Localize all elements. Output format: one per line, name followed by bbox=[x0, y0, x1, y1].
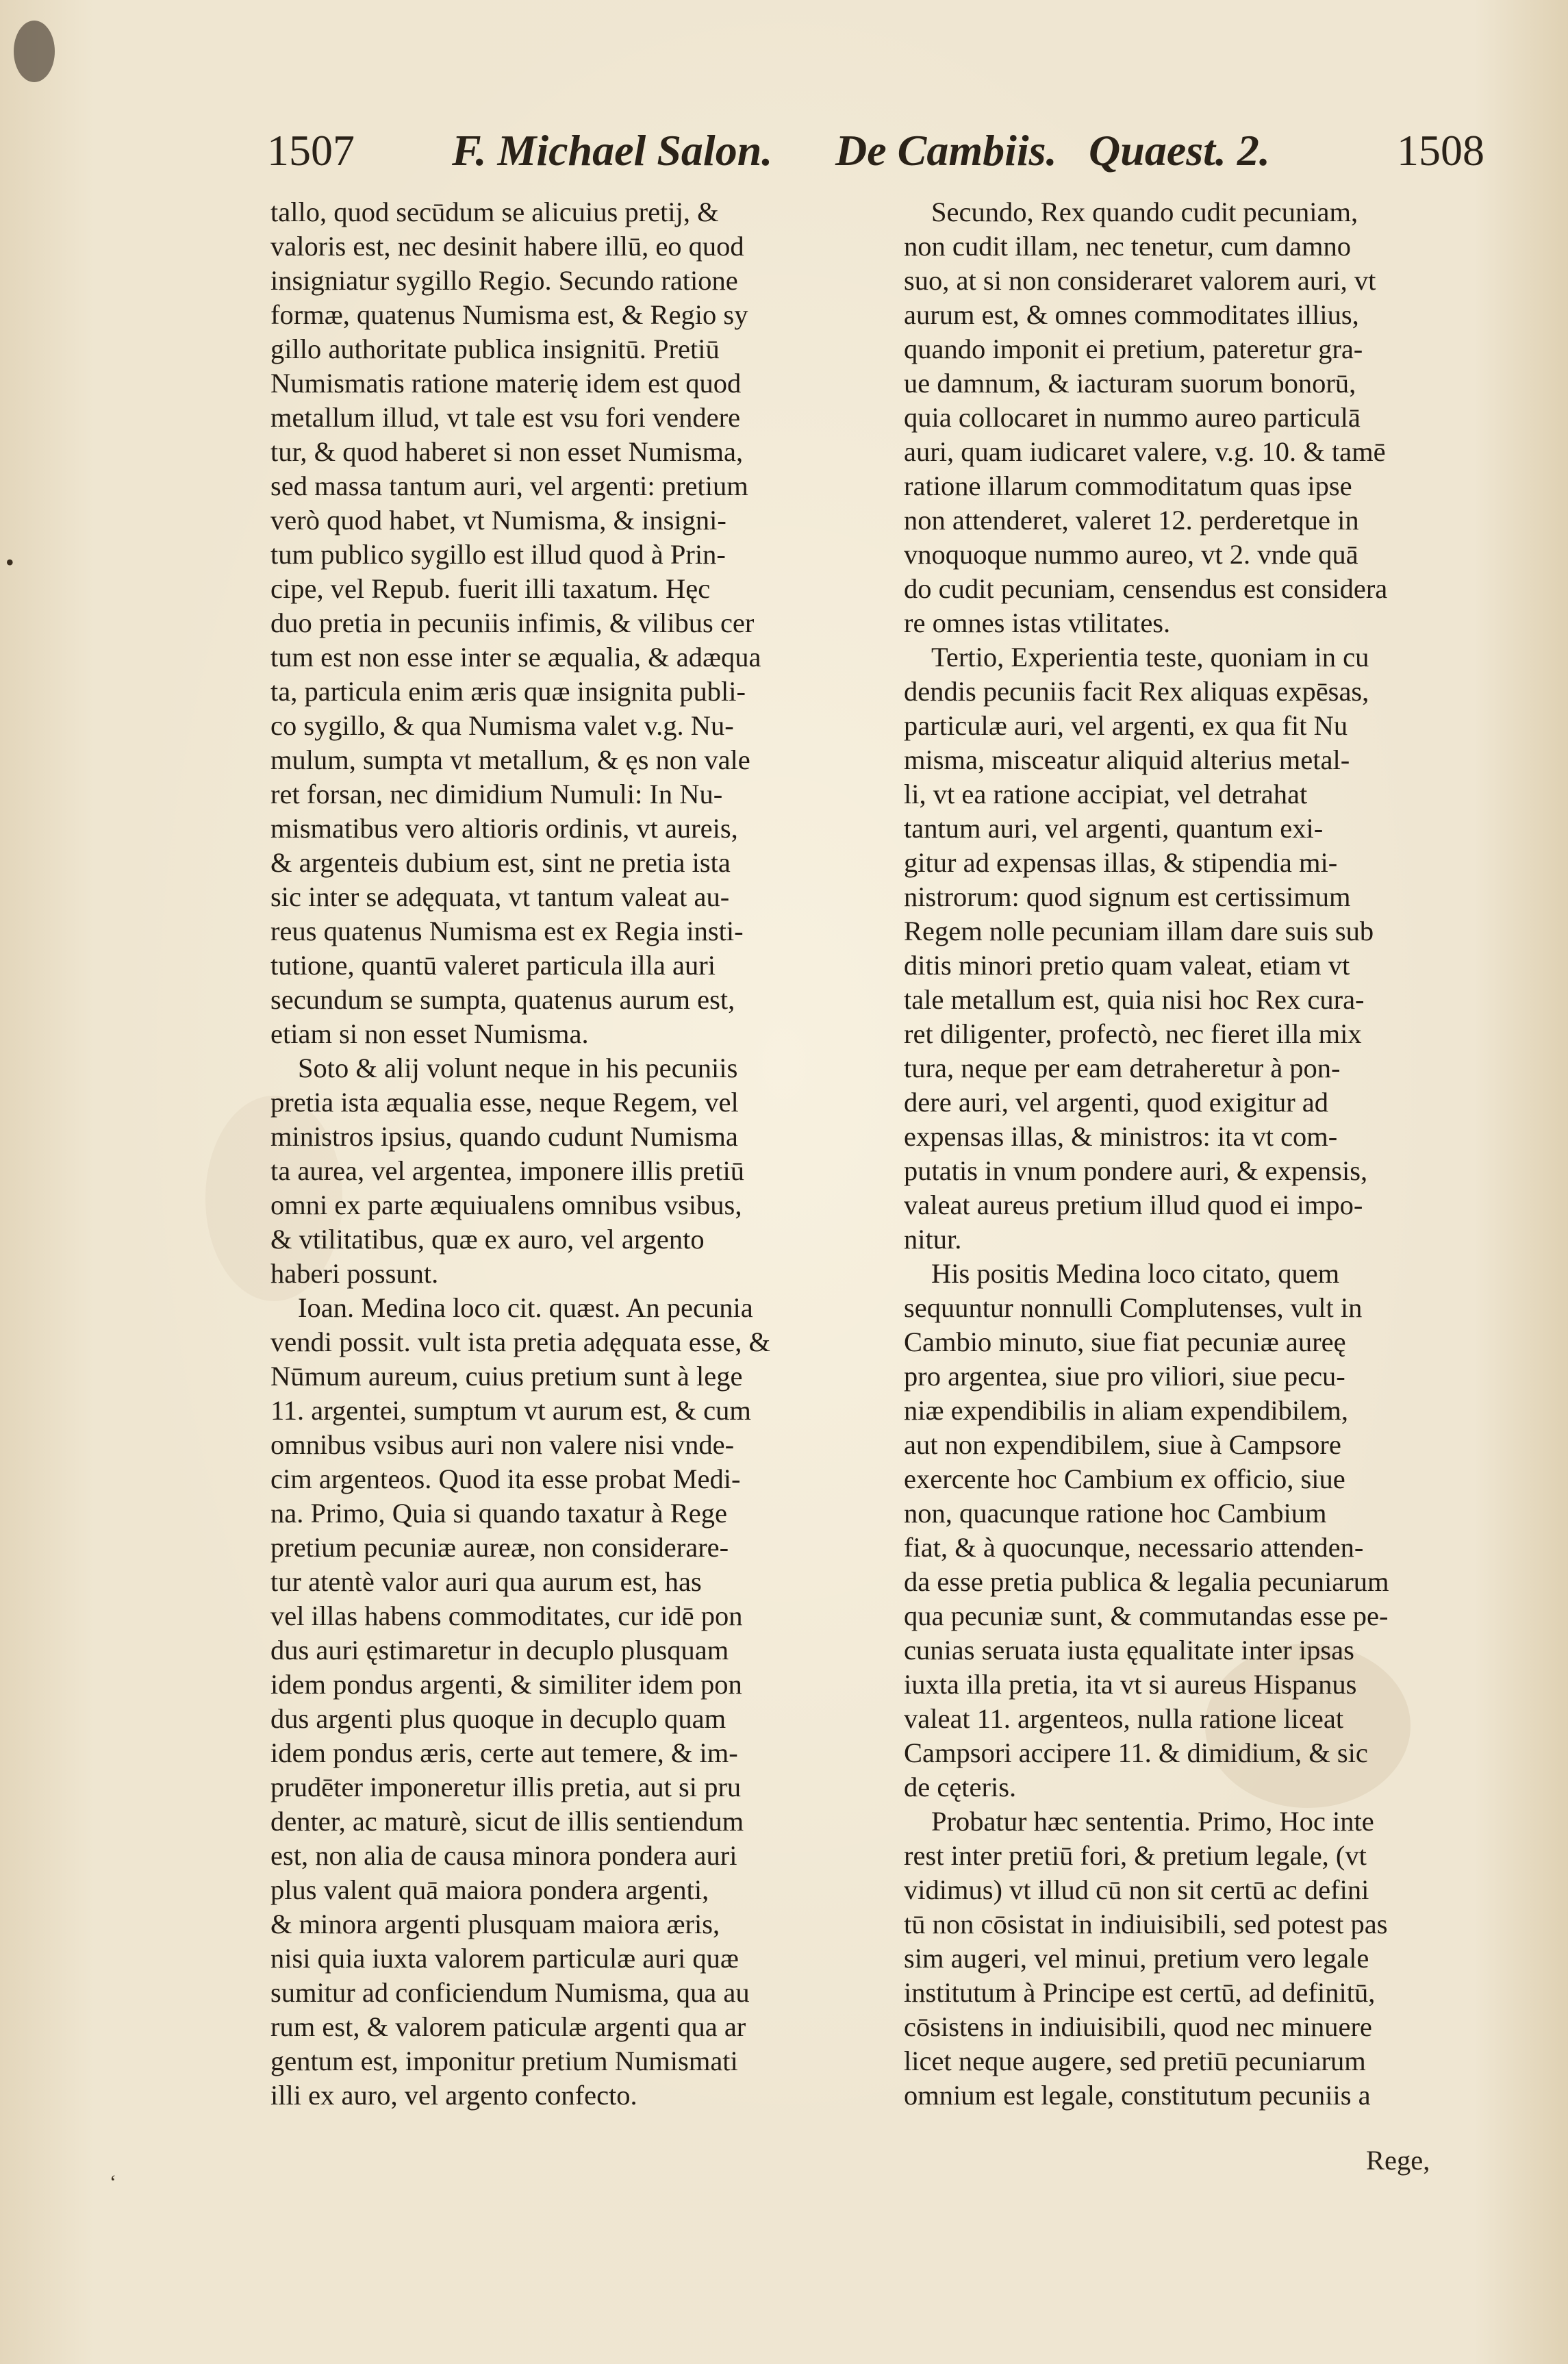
text-line: reus quatenus Numisma est ex Regia insti- bbox=[270, 916, 744, 946]
text-line: auri, quam iudicaret valere, v.g. 10. & tamē bbox=[904, 436, 1386, 467]
text-line: Cambio minuto, siue fiat pecuniæ aureę bbox=[904, 1326, 1346, 1357]
text-line: sim augeri, vel minui, pretium vero legale bbox=[904, 1943, 1369, 1974]
text-line: insigniatur sygillo Regio. Secundo ratione bbox=[270, 265, 738, 296]
left-text-column bbox=[270, 195, 846, 2113]
text-line: valeat aureus pretium illud quod ei impo- bbox=[904, 1190, 1363, 1220]
running-header bbox=[253, 123, 1486, 185]
text-line: cunias seruata iusta ęqualitate inter ipsas bbox=[904, 1635, 1354, 1665]
text-line: nistrorum: quod signum est certissimum bbox=[904, 881, 1351, 912]
text-line: tum publico sygillo est illud quod à Prin- bbox=[270, 539, 726, 570]
text-line: duo pretia in pecuniis infimis, & vilibus cer bbox=[270, 607, 755, 638]
text-line: verò quod habet, vt Numisma, & insigni- bbox=[270, 505, 726, 536]
text-line: quando imponit ei pretium, pateretur gra- bbox=[904, 334, 1363, 364]
text-line: formæ, quatenus Numisma est, & Regio sy bbox=[270, 299, 748, 330]
text-line: sequuntur nonnulli Complutenses, vult in bbox=[904, 1292, 1363, 1323]
text-line: His positis Medina loco citato, quem bbox=[931, 1258, 1340, 1289]
text-line: exercente hoc Cambium ex officio, siue bbox=[904, 1463, 1345, 1494]
text-line: suo, at si non consideraret valorem auri, vt bbox=[904, 265, 1376, 296]
text-line: tallo, quod secūdum se alicuius pretij, & bbox=[270, 197, 719, 227]
text-line: ditis minori pretio quam valeat, etiam vt bbox=[904, 950, 1350, 981]
text-line: illi ex auro, vel argento confecto. bbox=[270, 2080, 637, 2111]
text-line: misma, misceatur aliquid alterius metal- bbox=[904, 744, 1350, 775]
text-line: tum est non esse inter se æqualia, & adæqua bbox=[270, 642, 761, 672]
text-line: da esse pretia publica & legalia pecuniarum bbox=[904, 1566, 1389, 1597]
text-line: tutione, quantū valeret particula illa auri bbox=[270, 950, 716, 981]
text-line: idem pondus æris, certe aut temere, & im- bbox=[270, 1737, 738, 1768]
text-line: Secundo, Rex quando cudit pecuniam, bbox=[931, 197, 1358, 227]
text-line: sed massa tantum auri, vel argenti: pretium bbox=[270, 470, 748, 501]
text-line: ret forsan, nec dimidium Numuli: In Nu- bbox=[270, 779, 723, 809]
text-line: mulum, sumpta vt metallum, & ęs non vale bbox=[270, 744, 750, 775]
right-text-column bbox=[904, 195, 1486, 2113]
text-line: omnibus vsibus auri non valere nisi vnde- bbox=[270, 1429, 735, 1460]
text-line: omnium est legale, constitutum pecuniis a bbox=[904, 2080, 1371, 2111]
text-line: pro argentea, siue pro viliori, siue pecu- bbox=[904, 1361, 1345, 1392]
text-line: tale metallum est, quia nisi hoc Rex cura- bbox=[904, 984, 1365, 1015]
text-line: cim argenteos. Quod ita esse probat Medi- bbox=[270, 1463, 741, 1494]
header-quaest: Quaest. 2. bbox=[1089, 126, 1270, 175]
text-line: Probatur hæc sententia. Primo, Hoc inte bbox=[931, 1806, 1374, 1837]
text-line: pretium pecuniæ aureæ, non considerare- bbox=[270, 1532, 729, 1563]
text-line: Campsori accipere 11. & dimidium, & sic bbox=[904, 1737, 1368, 1768]
header-author: F. Michael Salon. bbox=[452, 126, 773, 175]
text-line: metallum illud, vt tale est vsu fori vendere bbox=[270, 402, 741, 433]
text-line: omni ex parte æquiualens omnibus vsibus, bbox=[270, 1190, 742, 1220]
text-line: cōsistens in indiuisibili, quod nec minuere bbox=[904, 2011, 1372, 2042]
text-line: Ioan. Medina loco cit. quæst. An pecunia bbox=[298, 1292, 753, 1323]
text-line: vnoquoque nummo aureo, vt 2. vnde quā bbox=[904, 539, 1358, 570]
text-line: & argenteis dubium est, sint ne pretia ista bbox=[270, 847, 731, 878]
text-line: & vtilitatibus, quæ ex auro, vel argento bbox=[270, 1224, 705, 1255]
text-line: ta aurea, vel argentea, imponere illis pretiū bbox=[270, 1155, 744, 1186]
text-line: putatis in vnum pondere auri, & expensis, bbox=[904, 1155, 1368, 1186]
text-line: denter, ac maturè, sicut de illis sentiendum bbox=[270, 1806, 744, 1837]
text-line: vel illas habens commoditates, cur idē pon bbox=[270, 1600, 743, 1631]
text-line: dus auri ęstimaretur in decuplo plusquam bbox=[270, 1635, 729, 1665]
text-line: tur atentè valor auri qua aurum est, has bbox=[270, 1566, 702, 1597]
text-line: idem pondus argenti, & similiter idem pon bbox=[270, 1669, 742, 1700]
text-line: aut non expendibilem, siue à Campsore bbox=[904, 1429, 1341, 1460]
text-line: de cęteris. bbox=[904, 1772, 1017, 1802]
text-line: dendis pecuniis facit Rex aliquas expēsas, bbox=[904, 676, 1369, 707]
text-line: pretia ista æqualia esse, neque Regem, vel bbox=[270, 1087, 739, 1118]
text-line: tantum auri, vel argenti, quantum exi- bbox=[904, 813, 1324, 844]
text-line: expensas illas, & ministros: ita vt com- bbox=[904, 1121, 1338, 1152]
text-line: nitur. bbox=[904, 1224, 962, 1255]
text-line: non cudit illam, nec tenetur, cum damno bbox=[904, 231, 1351, 262]
text-line: Nūmum aureum, cuius pretium sunt à lege bbox=[270, 1361, 743, 1392]
text-line: & minora argenti plusquam maiora æris, bbox=[270, 1909, 720, 1939]
text-line: ue damnum, & iacturam suorum bonorū, bbox=[904, 368, 1356, 399]
catchword: Rege, bbox=[1366, 2145, 1430, 2176]
text-line: rum est, & valorem paticulæ argenti qua ar bbox=[270, 2011, 746, 2042]
text-line: plus valent quā maiora pondera argenti, bbox=[270, 1874, 709, 1905]
margin-mark: • bbox=[5, 549, 14, 576]
text-line: prudēter imponeretur illis pretia, aut si pru bbox=[270, 1772, 742, 1802]
text-line: gillo authoritate publica insignitū. Pretiū bbox=[270, 334, 720, 364]
text-line: non, quacunque ratione hoc Cambium bbox=[904, 1498, 1327, 1529]
text-line: Tertio, Experientia teste, quoniam in cu bbox=[931, 642, 1369, 672]
text-line: aurum est, & omnes commoditates illius, bbox=[904, 299, 1359, 330]
text-line: tura, neque per eam detraheretur à pon- bbox=[904, 1053, 1341, 1083]
text-line: fiat, & à quocunque, necessario attenden- bbox=[904, 1532, 1364, 1563]
page-number-right: 1508 bbox=[1397, 126, 1484, 175]
text-line: valeat 11. argenteos, nulla ratione liceat bbox=[904, 1703, 1344, 1734]
text-line: tū non cōsistat in indiuisibili, sed potest pas bbox=[904, 1909, 1388, 1939]
text-line: rest inter pretiū fori, & pretium legale, (vt bbox=[904, 1840, 1367, 1871]
text-line: tur, & quod haberet si non esset Numisma, bbox=[270, 436, 744, 467]
text-line: 11. argentei, sumptum vt aurum est, & cum bbox=[270, 1395, 751, 1426]
text-line: re omnes istas vtilitates. bbox=[904, 607, 1171, 638]
text-line: institutum à Principe est certū, ad definitū, bbox=[904, 1977, 1376, 2008]
text-line: iuxta illa pretia, ita vt si aureus Hispanus bbox=[904, 1669, 1357, 1700]
text-line: ministros ipsius, quando cudunt Numisma bbox=[270, 1121, 738, 1152]
text-line: qua pecuniæ sunt, & commutandas esse pe- bbox=[904, 1600, 1389, 1631]
text-line: do cudit pecuniam, censendus est considera bbox=[904, 573, 1388, 604]
text-line: mismatibus vero altioris ordinis, vt aureis, bbox=[270, 813, 738, 844]
header-section: De Cambiis. bbox=[835, 126, 1057, 175]
text-line: cipe, vel Repub. fuerit illi taxatum. Hęc bbox=[270, 573, 711, 604]
text-line: sumitur ad conficiendum Numisma, qua au bbox=[270, 1977, 750, 2008]
text-line: dere auri, vel argenti, quod exigitur ad bbox=[904, 1087, 1329, 1118]
text-line: etiam si non esset Numisma. bbox=[270, 1018, 589, 1049]
text-line: Soto & alij volunt neque in his pecuniis bbox=[298, 1053, 738, 1083]
text-line: Numismatis ratione materię idem est quod bbox=[270, 368, 742, 399]
text-line: ratione illarum commoditatum quas ipse bbox=[904, 470, 1352, 501]
text-line: particulæ auri, vel argenti, ex qua fit Nu bbox=[904, 710, 1348, 741]
text-line: na. Primo, Quia si quando taxatur à Rege bbox=[270, 1498, 727, 1529]
margin-mark: ‘ bbox=[110, 2171, 116, 2193]
text-line: nisi quia iuxta valorem particulæ auri quæ bbox=[270, 1943, 739, 1974]
page-number-left: 1507 bbox=[267, 126, 355, 175]
text-line: haberi possunt. bbox=[270, 1258, 439, 1289]
text-line: niæ expendibilis in aliam expendibilem, bbox=[904, 1395, 1349, 1426]
text-line: gentum est, imponitur pretium Numismati bbox=[270, 2046, 738, 2076]
text-line: vidimus) vt illud cū non sit certū ac defini bbox=[904, 1874, 1369, 1905]
text-line: li, vt ea ratione accipiat, vel detrahat bbox=[904, 779, 1308, 809]
text-line: Regem nolle pecuniam illam dare suis sub bbox=[904, 916, 1374, 946]
text-line: est, non alia de causa minora pondera auri bbox=[270, 1840, 737, 1871]
text-line: ret diligenter, profectò, nec fieret illa mix bbox=[904, 1018, 1362, 1049]
text-line: gitur ad expensas illas, & stipendia mi- bbox=[904, 847, 1338, 878]
text-line: quia collocaret in nummo aureo particulā bbox=[904, 402, 1361, 433]
text-line: ta, particula enim æris quæ insignita publi- bbox=[270, 676, 746, 707]
text-line: dus argenti plus quoque in decuplo quam bbox=[270, 1703, 726, 1734]
text-line: sic inter se adęquata, vt tantum valeat au- bbox=[270, 881, 730, 912]
text-line: non attenderet, valeret 12. perderetque in bbox=[904, 505, 1359, 536]
page-stain bbox=[14, 21, 55, 82]
text-line: licet neque augere, sed pretiū pecuniarum bbox=[904, 2046, 1366, 2076]
text-line: co sygillo, & qua Numisma valet v.g. Nu- bbox=[270, 710, 734, 741]
text-line: secundum se sumpta, quatenus aurum est, bbox=[270, 984, 735, 1015]
text-line: vendi possit. vult ista pretia adęquata esse, & bbox=[270, 1326, 770, 1357]
text-line: valoris est, nec desinit habere illū, eo quod bbox=[270, 231, 744, 262]
